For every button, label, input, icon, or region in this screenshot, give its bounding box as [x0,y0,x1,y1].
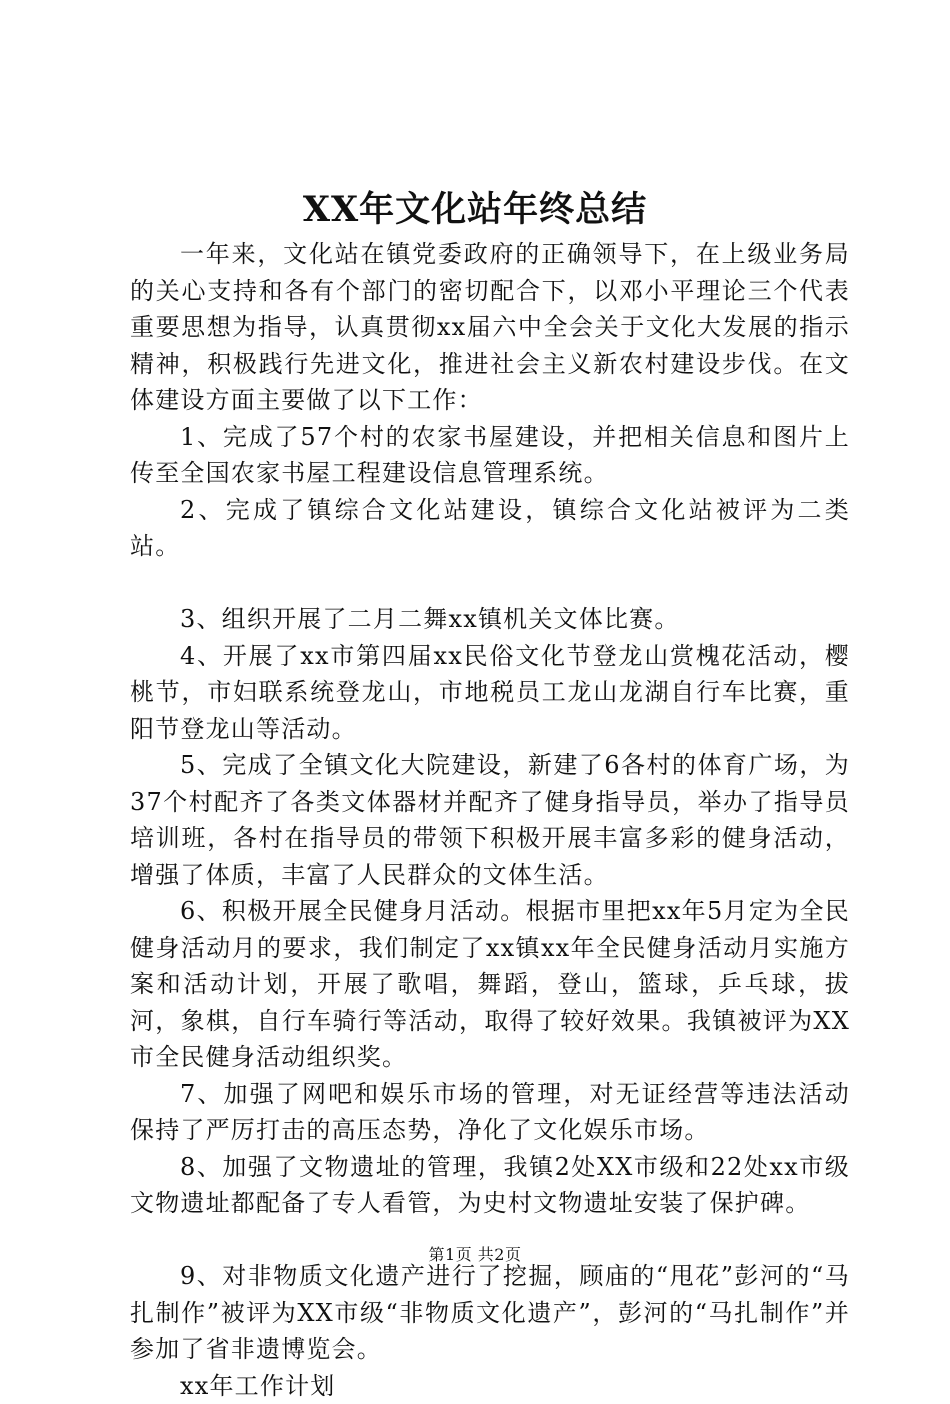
paragraph-item-2: 2、完成了镇综合文化站建设，镇综合文化站被评为二类站。 [130,492,850,565]
paragraph-item-5: 5、完成了全镇文化大院建设，新建了6各村的体育广场，为37个村配齐了各类文体器材并配齐了健身指导员，举办了指导员培训班，各村在指导员的带领下积极开展丰富多彩的健身活动，增强了体质，丰富了人民群众的文体生活。 [130,747,850,893]
document-title: XX年文化站年终总结 [0,186,950,234]
section-heading-work-plan: xx年工作计划 [130,1368,850,1404]
paragraph-item-8: 8、加强了文物遗址的管理，我镇2处XX市级和22处xx市级文物遗址都配备了专人看管，为史村文物遗址安装了保护碑。 [130,1149,850,1222]
paragraph-item-9: 9、对非物质文化遗产进行了挖掘，顾庙的“甩花”彭河的“马扎制作”被评为XX市级“非物质文化遗产”，彭河的“马扎制作”并参加了省非遗博览会。 [130,1258,850,1368]
paragraph-item-6: 6、积极开展全民健身月活动。根据市里把xx年5月定为全民健身活动月的要求，我们制定了xx镇xx年全民健身活动月实施方案和活动计划，开展了歌唱，舞蹈，登山，篮球，乒乓球，拔河，象棋，自行车骑行等活动，取得了较好效果。我镇被评为XX市全民健身活动组织奖。 [130,893,850,1076]
page-footer: 第1页 共2页 [0,1244,950,1266]
paragraph-item-4: 4、开展了xx市第四届xx民俗文化节登龙山赏槐花活动，樱桃节，市妇联系统登龙山，市地税员工龙山龙湖自行车比赛，重阳节登龙山等活动。 [130,638,850,748]
paragraph-item-3: 3、组织开展了二月二舞xx镇机关文体比赛。 [130,601,850,638]
paragraph-item-1: 1、完成了57个村的农家书屋建设，并把相关信息和图片上传至全国农家书屋工程建设信息管理系统。 [130,419,850,492]
document-body [130,236,850,1404]
paragraph-item-7: 7、加强了网吧和娱乐市场的管理，对无证经营等违法活动保持了严厉打击的高压态势，净化了文化娱乐市场。 [130,1076,850,1149]
paragraph-intro: 一年来，文化站在镇党委政府的正确领导下，在上级业务局的关心支持和各有个部门的密切配合下，以邓小平理论三个代表重要思想为指导，认真贯彻xx届六中全会关于文化大发展的指示精神，积极践行先进文化，推进社会主义新农村建设步伐。在文体建设方面主要做了以下工作： [130,236,850,419]
